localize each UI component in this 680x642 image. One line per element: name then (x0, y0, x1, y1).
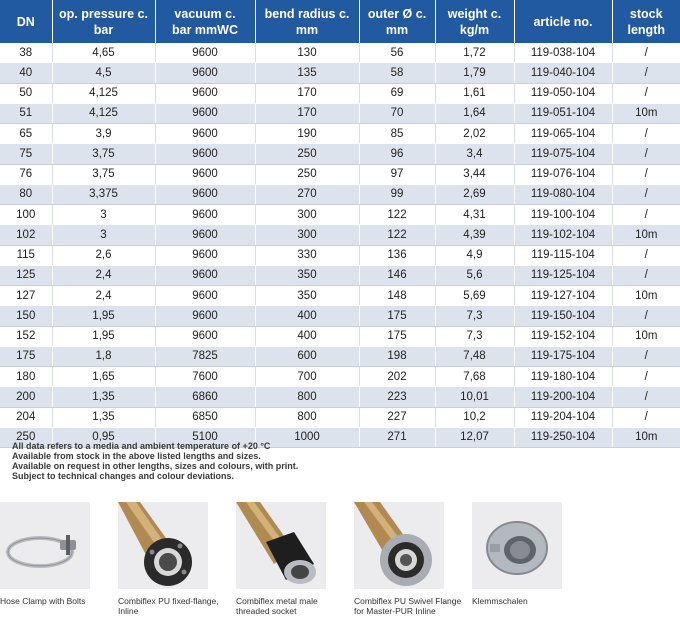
cell-outer-diameter: 122 (359, 205, 435, 225)
cell-outer-diameter: 175 (359, 306, 435, 326)
fixed-flange-icon (118, 502, 208, 589)
product-label: Klemmschalen (472, 596, 528, 606)
cell-outer-diameter: 175 (359, 326, 435, 346)
table-row (0, 205, 680, 225)
accessory-gallery (0, 502, 680, 642)
cell-dn: 180 (0, 367, 52, 387)
cell-stock-length: / (612, 205, 680, 225)
cell-pressure: 3,75 (52, 144, 155, 164)
product-label: Combiflex PU fixed-flange, Inline (118, 596, 219, 616)
cell-vacuum: 9600 (155, 184, 255, 204)
cell-article-no: 119-102-104 (514, 225, 612, 245)
cell-vacuum: 9600 (155, 306, 255, 326)
cell-dn: 80 (0, 184, 52, 204)
cell-pressure: 4,65 (52, 43, 155, 63)
cell-dn: 200 (0, 387, 52, 407)
cell-pressure: 4,125 (52, 83, 155, 103)
cell-article-no: 119-127-104 (514, 286, 612, 306)
swivel-flange-icon (354, 502, 444, 589)
cell-stock-length: / (612, 346, 680, 366)
cell-outer-diameter: 271 (359, 427, 435, 447)
cell-dn: 250 (0, 427, 52, 447)
cell-vacuum: 6860 (155, 387, 255, 407)
cell-weight: 10,01 (435, 387, 514, 407)
cell-vacuum: 9600 (155, 103, 255, 123)
cell-vacuum: 5100 (155, 427, 255, 447)
cell-pressure: 2,4 (52, 286, 155, 306)
cell-bend-radius: 1000 (255, 427, 359, 447)
cell-vacuum: 9600 (155, 144, 255, 164)
cell-stock-length: 10m (612, 326, 680, 346)
cell-outer-diameter: 56 (359, 43, 435, 63)
table-row (0, 83, 680, 103)
threaded-socket-icon (236, 502, 326, 589)
cell-pressure: 1,95 (52, 306, 155, 326)
cell-dn: 115 (0, 245, 52, 265)
cell-article-no: 119-065-104 (514, 124, 612, 144)
cell-pressure: 3 (52, 205, 155, 225)
cell-outer-diameter: 97 (359, 164, 435, 184)
cell-vacuum: 9600 (155, 164, 255, 184)
col-header-bend-radius: bend radius c. mm (255, 0, 359, 43)
note-line: Available from stock in the above listed lengths and sizes. (12, 451, 261, 461)
cell-stock-length: / (612, 43, 680, 63)
product-swivel-flange (354, 502, 466, 616)
cell-outer-diameter: 96 (359, 144, 435, 164)
cell-outer-diameter: 58 (359, 63, 435, 83)
cell-outer-diameter: 223 (359, 387, 435, 407)
cell-outer-diameter: 136 (359, 245, 435, 265)
table-row (0, 245, 680, 265)
cell-pressure: 1,65 (52, 367, 155, 387)
product-threaded-socket (236, 502, 348, 616)
cell-dn: 50 (0, 83, 52, 103)
cell-article-no: 119-175-104 (514, 346, 612, 366)
cell-outer-diameter: 202 (359, 367, 435, 387)
cell-bend-radius: 170 (255, 103, 359, 123)
cell-stock-length: / (612, 265, 680, 285)
cell-article-no: 119-080-104 (514, 184, 612, 204)
cell-article-no: 119-125-104 (514, 265, 612, 285)
note-line: All data refers to a media and ambient temperature of +20 °C (12, 441, 271, 451)
cell-bend-radius: 350 (255, 265, 359, 285)
col-header-vacuum: vacuum c. bar mmWC (155, 0, 255, 43)
cell-dn: 40 (0, 63, 52, 83)
cell-vacuum: 9600 (155, 265, 255, 285)
note-line: Available on request in other lengths, sizes and colours, with print. (12, 461, 299, 471)
cell-weight: 1,79 (435, 63, 514, 83)
cell-weight: 4,9 (435, 245, 514, 265)
cell-vacuum: 9600 (155, 326, 255, 346)
table-row (0, 265, 680, 285)
product-label: Combiflex metal male threaded socket (236, 596, 318, 616)
cell-pressure: 2,6 (52, 245, 155, 265)
notes-block (12, 441, 672, 481)
cell-weight: 4,39 (435, 225, 514, 245)
cell-pressure: 3,375 (52, 184, 155, 204)
cell-bend-radius: 300 (255, 205, 359, 225)
cell-bend-radius: 600 (255, 346, 359, 366)
table-row (0, 144, 680, 164)
cell-dn: 150 (0, 306, 52, 326)
product-hose-clamp (0, 502, 112, 607)
cell-weight: 1,64 (435, 103, 514, 123)
cell-dn: 102 (0, 225, 52, 245)
cell-bend-radius: 170 (255, 83, 359, 103)
cell-dn: 38 (0, 43, 52, 63)
cell-pressure: 3,75 (52, 164, 155, 184)
cell-article-no: 119-180-104 (514, 367, 612, 387)
table-row (0, 367, 680, 387)
cell-weight: 7,68 (435, 367, 514, 387)
cell-stock-length: / (612, 184, 680, 204)
col-header-pressure: op. pressure c. bar (52, 0, 155, 43)
cell-stock-length: 10m (612, 225, 680, 245)
cell-article-no: 119-076-104 (514, 164, 612, 184)
cell-vacuum: 9600 (155, 83, 255, 103)
cell-weight: 12,07 (435, 427, 514, 447)
cell-outer-diameter: 122 (359, 225, 435, 245)
table-row (0, 346, 680, 366)
cell-dn: 127 (0, 286, 52, 306)
cell-article-no: 119-040-104 (514, 63, 612, 83)
cell-bend-radius: 400 (255, 306, 359, 326)
cell-stock-length: / (612, 367, 680, 387)
cell-article-no: 119-075-104 (514, 144, 612, 164)
cell-pressure: 1,35 (52, 387, 155, 407)
product-fixed-flange (118, 502, 230, 616)
cell-outer-diameter: 85 (359, 124, 435, 144)
cell-vacuum: 9600 (155, 43, 255, 63)
cell-vacuum: 7600 (155, 367, 255, 387)
col-header-weight: weight c. kg/m (435, 0, 514, 43)
cell-stock-length: / (612, 306, 680, 326)
cell-article-no: 119-204-104 (514, 407, 612, 427)
cell-bend-radius: 250 (255, 144, 359, 164)
table-row (0, 387, 680, 407)
cell-bend-radius: 800 (255, 407, 359, 427)
cell-vacuum: 9600 (155, 286, 255, 306)
cell-weight: 1,61 (435, 83, 514, 103)
cell-pressure: 1,35 (52, 407, 155, 427)
cell-bend-radius: 400 (255, 326, 359, 346)
cell-bend-radius: 270 (255, 184, 359, 204)
table-row (0, 407, 680, 427)
cell-dn: 65 (0, 124, 52, 144)
table-row (0, 43, 680, 63)
cell-article-no: 119-250-104 (514, 427, 612, 447)
cell-dn: 76 (0, 164, 52, 184)
table-row (0, 225, 680, 245)
cell-dn: 51 (0, 103, 52, 123)
cell-dn: 125 (0, 265, 52, 285)
cell-pressure: 2,4 (52, 265, 155, 285)
cell-outer-diameter: 227 (359, 407, 435, 427)
cell-vacuum: 7825 (155, 346, 255, 366)
cell-article-no: 119-115-104 (514, 245, 612, 265)
clamp-shells-icon (472, 502, 562, 589)
table-row (0, 306, 680, 326)
cell-pressure: 0,95 (52, 427, 155, 447)
cell-weight: 7,3 (435, 326, 514, 346)
table-row (0, 103, 680, 123)
cell-dn: 204 (0, 407, 52, 427)
cell-stock-length: / (612, 83, 680, 103)
cell-vacuum: 9600 (155, 225, 255, 245)
cell-article-no: 119-038-104 (514, 43, 612, 63)
cell-outer-diameter: 198 (359, 346, 435, 366)
cell-stock-length: 10m (612, 286, 680, 306)
cell-outer-diameter: 70 (359, 103, 435, 123)
col-header-outer-diameter: outer Ø c. mm (359, 0, 435, 43)
product-label: Hose Clamp with Bolts (0, 596, 86, 606)
cell-weight: 5,69 (435, 286, 514, 306)
table-body (0, 43, 680, 448)
cell-bend-radius: 330 (255, 245, 359, 265)
cell-stock-length: / (612, 124, 680, 144)
cell-bend-radius: 190 (255, 124, 359, 144)
cell-article-no: 119-050-104 (514, 83, 612, 103)
cell-vacuum: 9600 (155, 63, 255, 83)
cell-weight: 5,6 (435, 265, 514, 285)
header-row (0, 0, 680, 43)
cell-stock-length: / (612, 144, 680, 164)
cell-weight: 7,48 (435, 346, 514, 366)
cell-bend-radius: 300 (255, 225, 359, 245)
cell-weight: 7,3 (435, 306, 514, 326)
cell-pressure: 4,125 (52, 103, 155, 123)
cell-stock-length: / (612, 63, 680, 83)
hose-clamp-icon (0, 502, 90, 589)
cell-vacuum: 9600 (155, 124, 255, 144)
cell-outer-diameter: 69 (359, 83, 435, 103)
cell-dn: 75 (0, 144, 52, 164)
cell-dn: 175 (0, 346, 52, 366)
cell-pressure: 1,95 (52, 326, 155, 346)
cell-article-no: 119-100-104 (514, 205, 612, 225)
cell-vacuum: 9600 (155, 245, 255, 265)
cell-bend-radius: 250 (255, 164, 359, 184)
cell-pressure: 3,9 (52, 124, 155, 144)
cell-article-no: 119-051-104 (514, 103, 612, 123)
cell-dn: 152 (0, 326, 52, 346)
col-header-stock-length: stock length (612, 0, 680, 43)
col-header-dn: DN (0, 0, 52, 43)
cell-vacuum: 9600 (155, 205, 255, 225)
cell-dn: 100 (0, 205, 52, 225)
table-row (0, 124, 680, 144)
table-row (0, 164, 680, 184)
cell-weight: 3,4 (435, 144, 514, 164)
col-header-article-no: article no. (514, 0, 612, 43)
cell-bend-radius: 130 (255, 43, 359, 63)
cell-bend-radius: 800 (255, 387, 359, 407)
product-label: Combiflex PU Swivel Flange for Master-PUR Inline (354, 596, 462, 616)
cell-stock-length: 10m (612, 427, 680, 447)
cell-article-no: 119-152-104 (514, 326, 612, 346)
product-clamp-shells (472, 502, 584, 607)
cell-stock-length: / (612, 164, 680, 184)
cell-pressure: 4,5 (52, 63, 155, 83)
cell-article-no: 119-150-104 (514, 306, 612, 326)
cell-weight: 3,44 (435, 164, 514, 184)
cell-stock-length: 10m (612, 103, 680, 123)
cell-vacuum: 6850 (155, 407, 255, 427)
cell-stock-length: / (612, 407, 680, 427)
cell-article-no: 119-200-104 (514, 387, 612, 407)
cell-bend-radius: 350 (255, 286, 359, 306)
table-row (0, 63, 680, 83)
cell-weight: 4,31 (435, 205, 514, 225)
cell-stock-length: / (612, 387, 680, 407)
cell-outer-diameter: 99 (359, 184, 435, 204)
cell-pressure: 1,8 (52, 346, 155, 366)
cell-stock-length: / (612, 245, 680, 265)
table-row (0, 286, 680, 306)
cell-pressure: 3 (52, 225, 155, 245)
table-row (0, 326, 680, 346)
table-row (0, 184, 680, 204)
cell-bend-radius: 135 (255, 63, 359, 83)
cell-weight: 2,69 (435, 184, 514, 204)
cell-outer-diameter: 148 (359, 286, 435, 306)
cell-weight: 2,02 (435, 124, 514, 144)
cell-outer-diameter: 146 (359, 265, 435, 285)
note-line: Subject to technical changes and colour deviations. (12, 471, 235, 481)
cell-bend-radius: 700 (255, 367, 359, 387)
cell-weight: 1,72 (435, 43, 514, 63)
cell-weight: 10,2 (435, 407, 514, 427)
